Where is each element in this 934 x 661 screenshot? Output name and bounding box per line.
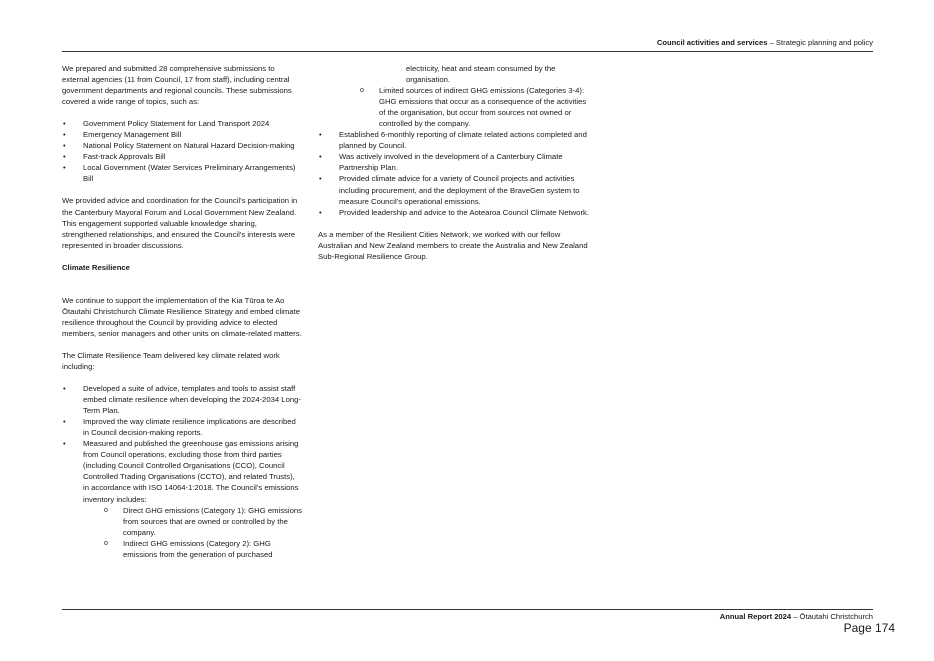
- column-right: [318, 63, 593, 262]
- list-item: • Developed a suite of advice, templates and tools to assist staff embed climate resilience when developing the 2024-2034 Long-Term Plan.: [62, 383, 302, 416]
- list-item: • National Policy Statement on Natural Hazard Decision-making: [62, 140, 302, 151]
- list-item: • Provided climate advice for a variety of Council projects and activities including procurement, and the deployment of the BraveGen system to measure Council’s operational emissions.: [318, 173, 593, 206]
- page-number: Page 174: [843, 621, 895, 635]
- list-item: • Local Government (Water Services Preliminary Arrangements) Bill: [62, 162, 302, 184]
- submission-topics-list: [62, 118, 302, 184]
- section-heading-climate-resilience: Climate Resilience: [62, 262, 130, 272]
- header-section-title: Council activities and services: [656, 38, 768, 47]
- climate-work-list-continued: [318, 129, 593, 217]
- paragraph-resilient-cities: As a member of the Resilient Cities Network, we worked with our fellow Australian and New Zealand members to create the Australia and New Zealand Sub-Regional Resilience Group.: [318, 229, 588, 261]
- list-item: • Was actively involved in the development of a Canterbury Climate Partnership Plan.: [318, 151, 593, 173]
- paragraph-climate-team: The Climate Resilience Team delivered key climate related work including:: [62, 350, 280, 371]
- sub-list-item-continuation: electricity, heat and steam consumed by the organisation.: [406, 64, 556, 85]
- header-section-subtitle: – Strategic planning and policy: [767, 38, 873, 47]
- climate-work-list: [62, 383, 302, 505]
- list-item: • Fast-track Approvals Bill: [62, 151, 302, 162]
- sub-list-item: o Indirect GHG emissions (Category 2): GHG emissions from the generation of purchased: [62, 538, 302, 560]
- list-item: • Government Policy Statement for Land Transport 2024: [62, 118, 302, 129]
- list-item: • Improved the way climate resilience implications are described in Council decision-making reports.: [62, 416, 302, 438]
- list-item: • Provided leadership and advice to the Aotearoa Council Climate Network.: [318, 207, 593, 218]
- list-item: • Measured and published the greenhouse gas emissions arising from Council operations, excluding those from third parties (including Council Controlled Organisations (CCO), Council Controlled Trading Organisations (CCTO), and related Trusts), in accordance with ISO 14064-1:2018. The Council’s emissions inventory includes:: [62, 438, 302, 504]
- footer-report-subtitle: – Ōtautahi Christchurch: [791, 612, 873, 621]
- paragraph-climate-strategy: We continue to support the implementation of the Kia Tūroa te Ao Ōtautahi Christchurch Climate Resilience Strategy and embed climate resilience throughout the Council by providing advice to elected members, senior managers and other units on climate-related matters.: [62, 295, 302, 338]
- paragraph-mayoral-forum: We provided advice and coordination for the Council’s participation in the Canterbury Mayoral Forum and Local Government New Zealand. This engagement supported valuable knowledge sharing, strengthened relationships, and ensured the Council’s interests were represented in broader discussions.: [62, 196, 298, 250]
- list-item: • Established 6-monthly reporting of climate related actions completed and planned by Council.: [318, 129, 593, 151]
- sub-list-item: o Direct GHG emissions (Category 1): GHG emissions from sources that are owned or controlled by the company.: [62, 505, 302, 538]
- emissions-inventory-list: [62, 505, 302, 560]
- header-rule: [62, 51, 873, 52]
- page-header: [62, 38, 873, 48]
- list-item: • Emergency Management Bill: [62, 129, 302, 140]
- column-left: [62, 63, 302, 560]
- paragraph-submissions: We prepared and submitted 28 comprehensive submissions to external agencies (11 from Council, 17 from staff), including central government departments and regional councils. These submissions covered a wide range of topics, such as:: [62, 64, 292, 107]
- footer-rule: [62, 609, 873, 610]
- sub-list-item: o Limited sources of indirect GHG emissions (Categories 3-4): GHG emissions that occur as a consequence of the activities of the organisation, but occur from sources not owned or controlled by the company.: [318, 85, 593, 129]
- emissions-inventory-list-continued: [318, 85, 593, 129]
- footer-report-title: Annual Report 2024: [719, 612, 792, 621]
